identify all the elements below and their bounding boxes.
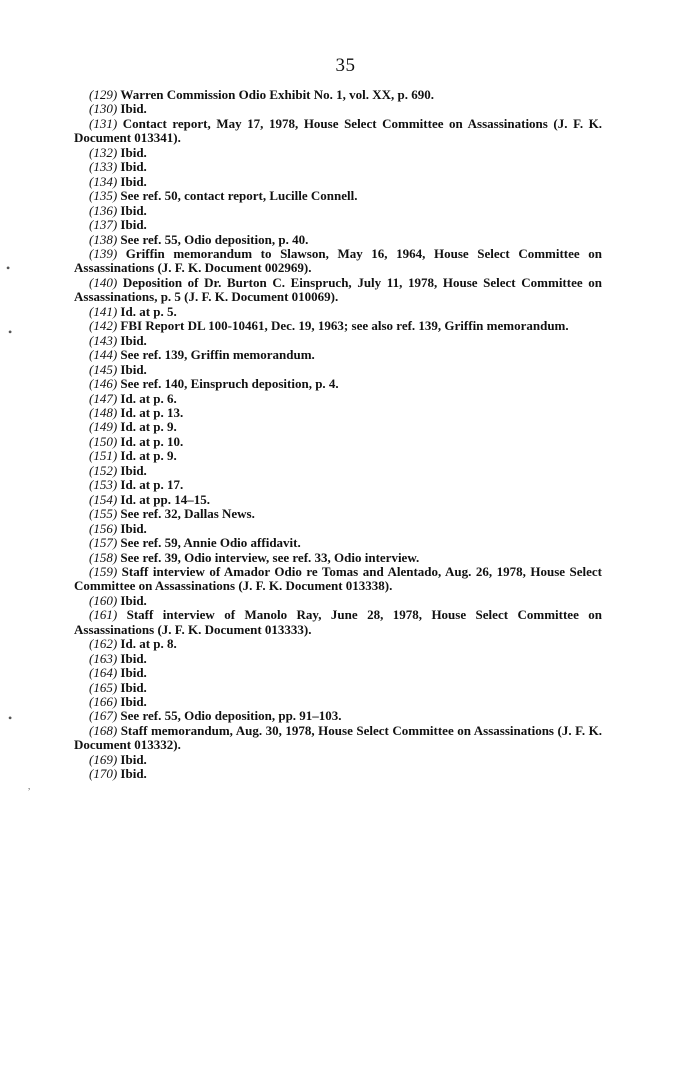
footnote-text: Ibid. xyxy=(120,173,147,189)
footnote xyxy=(74,493,602,507)
footnote-number: (145) xyxy=(89,361,118,377)
footnote-number: (149) xyxy=(89,419,118,435)
footnote-number: (142) xyxy=(89,318,118,334)
footnote-number: (147) xyxy=(89,390,118,406)
footnote-number: (143) xyxy=(89,332,118,348)
footnote xyxy=(74,522,602,536)
footnote xyxy=(74,594,602,608)
footnote xyxy=(74,420,602,434)
footnote-number: (161) xyxy=(89,607,118,623)
footnote-number: (168) xyxy=(89,722,118,738)
footnote-number: (151) xyxy=(89,448,118,464)
footnote xyxy=(74,435,602,449)
footnote-text: See ref. 139, Griffin memorandum. xyxy=(120,347,315,363)
footnote-text: See ref. 140, Einspruch deposition, p. 4. xyxy=(120,376,339,392)
footnote xyxy=(74,753,602,767)
footnote xyxy=(74,464,602,478)
footnote-text: Ibid. xyxy=(120,202,147,218)
footnote-number: (139) xyxy=(89,245,118,261)
page-number: 35 xyxy=(335,55,356,76)
footnote-number: (170) xyxy=(89,766,118,782)
footnote-text: Staff interview of Amador Odio re Tomas and Alentado, Aug. 26, 1978, House Select Committee on Assassinations (J. F. K. Document 013338). xyxy=(74,563,602,594)
footnote-text: Deposition of Dr. Burton C. Einspruch, July 11, 1978, House Select Committee on Assassinations, p. 5 (J. F. K. Document 010069). xyxy=(74,274,602,305)
scan-mark: , xyxy=(28,781,31,791)
footnote-text: FBI Report DL 100-10461, Dec. 19, 1963; see also ref. 139, Griffin memorandum. xyxy=(120,318,569,334)
footnote xyxy=(74,175,602,189)
footnote-number: (140) xyxy=(89,274,118,290)
footnote xyxy=(74,406,602,420)
footnote xyxy=(74,247,602,276)
footnote-text: Id. at p. 9. xyxy=(120,419,177,435)
footnote-text: Ibid. xyxy=(120,101,147,117)
footnote xyxy=(74,334,602,348)
footnote xyxy=(74,551,602,565)
footnote-number: (152) xyxy=(89,462,118,478)
scan-mark: • xyxy=(8,711,13,725)
footnote-number: (157) xyxy=(89,535,118,551)
footnote-text: See ref. 55, Odio deposition, p. 40. xyxy=(120,231,309,247)
footnote-text: Id. at p. 9. xyxy=(120,448,177,464)
footnote xyxy=(74,709,602,723)
footnote-text: Ibid. xyxy=(120,694,147,710)
footnote-text: Ibid. xyxy=(120,751,147,767)
footnote-text: Ibid. xyxy=(120,144,147,160)
footnote-number: (150) xyxy=(89,433,118,449)
footnote-number: (133) xyxy=(89,159,118,175)
footnote-text: Id. at p. 5. xyxy=(120,303,177,319)
footnote-text: See ref. 50, contact report, Lucille Connell. xyxy=(120,188,358,204)
footnote-text: Ibid. xyxy=(120,520,147,536)
footnote xyxy=(74,319,602,333)
footnote-number: (137) xyxy=(89,217,118,233)
footnote-text: See ref. 55, Odio deposition, pp. 91–103. xyxy=(120,708,342,724)
footnote-text: Ibid. xyxy=(120,679,147,695)
footnote-number: (155) xyxy=(89,506,118,522)
footnote-text: Griffin memorandum to Slawson, May 16, 1964, House Select Committee on Assassinations (J. F. K. Document 002969). xyxy=(74,245,602,276)
footnote xyxy=(74,478,602,492)
footnote xyxy=(74,160,602,174)
footnote xyxy=(74,363,602,377)
footnote-text: Ibid. xyxy=(120,217,147,233)
footnote-text: Ibid. xyxy=(120,766,147,782)
footnote xyxy=(74,536,602,550)
footnote xyxy=(74,637,602,651)
footnote-number: (132) xyxy=(89,144,118,160)
footnote-number: (131) xyxy=(89,115,118,131)
footnote-number: (129) xyxy=(89,87,118,102)
footnote-text: Ibid. xyxy=(120,665,147,681)
footnote xyxy=(74,305,602,319)
footnote-text: Id. at p. 8. xyxy=(120,636,177,652)
footnote xyxy=(74,218,602,232)
footnote-number: (166) xyxy=(89,694,118,710)
footnote-number: (158) xyxy=(89,549,118,565)
footnote xyxy=(74,695,602,709)
footnote-text: Ibid. xyxy=(120,650,147,666)
footnote-number: (164) xyxy=(89,665,118,681)
footnote-number: (165) xyxy=(89,679,118,695)
footnote-text: Ibid. xyxy=(120,159,147,175)
footnote-number: (141) xyxy=(89,303,118,319)
footnote-text: Ibid. xyxy=(120,332,147,348)
footnote xyxy=(74,117,602,146)
footnote xyxy=(74,102,602,116)
footnote-number: (156) xyxy=(89,520,118,536)
footnote-text: See ref. 39, Odio interview, see ref. 33, Odio interview. xyxy=(120,549,420,565)
footnote-number: (160) xyxy=(89,592,118,608)
footnote xyxy=(74,767,602,781)
footnote-text: Id. at p. 13. xyxy=(120,404,184,420)
footnote xyxy=(74,449,602,463)
footnote-text: Contact report, May 17, 1978, House Select Committee on Assassinations (J. F. K. Document 013341). xyxy=(74,115,603,146)
footnote-number: (144) xyxy=(89,347,118,363)
footnote-text: Ibid. xyxy=(120,361,147,377)
footnote-number: (169) xyxy=(89,751,118,767)
footnote-text: Warren Commission Odio Exhibit No. 1, vol. XX, p. 690. xyxy=(120,87,435,102)
footnote xyxy=(74,276,602,305)
footnote xyxy=(74,348,602,362)
footnote-number: (159) xyxy=(89,563,118,579)
footnote-number: (163) xyxy=(89,650,118,666)
footnote-text: Ibid. xyxy=(120,462,147,478)
scan-mark: • xyxy=(8,325,13,339)
footnote-text: Staff memorandum, Aug. 30, 1978, House Select Committee on Assassinations (J. F. K. Document 013332). xyxy=(74,722,602,753)
footnote xyxy=(74,204,602,218)
footnote-text: See ref. 59, Annie Odio affidavit. xyxy=(120,535,301,551)
footnote-number: (162) xyxy=(89,636,118,652)
footnote-number: (138) xyxy=(89,231,118,247)
footnote xyxy=(74,724,602,753)
footnote xyxy=(74,507,602,521)
footnote xyxy=(74,565,602,594)
footnote xyxy=(74,666,602,680)
footnote-number: (146) xyxy=(89,376,118,392)
footnote-number: (135) xyxy=(89,188,118,204)
footnote xyxy=(74,88,602,102)
footnote-text: Id. at p. 6. xyxy=(120,390,177,406)
footnote-number: (154) xyxy=(89,491,118,507)
footnote-text: Ibid. xyxy=(120,592,147,608)
footnote xyxy=(74,652,602,666)
footnote xyxy=(74,608,602,637)
footnote-text: Id. at p. 10. xyxy=(120,433,184,449)
footnote-number: (130) xyxy=(89,101,118,117)
footnote xyxy=(74,146,602,160)
footnote xyxy=(74,233,602,247)
footnote-text: Staff interview of Manolo Ray, June 28, 1978, House Select Committee on Assassinations (J. F. K. Document 013333). xyxy=(74,607,603,637)
footnote-number: (148) xyxy=(89,404,118,420)
footnote-number: (134) xyxy=(89,173,118,189)
footnote-number: (167) xyxy=(89,708,118,724)
footnote xyxy=(74,681,602,695)
footnote-text: See ref. 32, Dallas News. xyxy=(120,506,255,522)
footnote-text: Id. at p. 17. xyxy=(120,477,184,493)
footnote xyxy=(74,377,602,391)
footnote xyxy=(74,189,602,203)
footnote xyxy=(74,392,602,406)
footnote-text: Id. at pp. 14–15. xyxy=(120,491,210,507)
footnote-number: (153) xyxy=(89,477,118,493)
footnote-list xyxy=(74,88,602,782)
footnote-number: (136) xyxy=(89,202,118,218)
scan-mark: • xyxy=(6,261,11,275)
